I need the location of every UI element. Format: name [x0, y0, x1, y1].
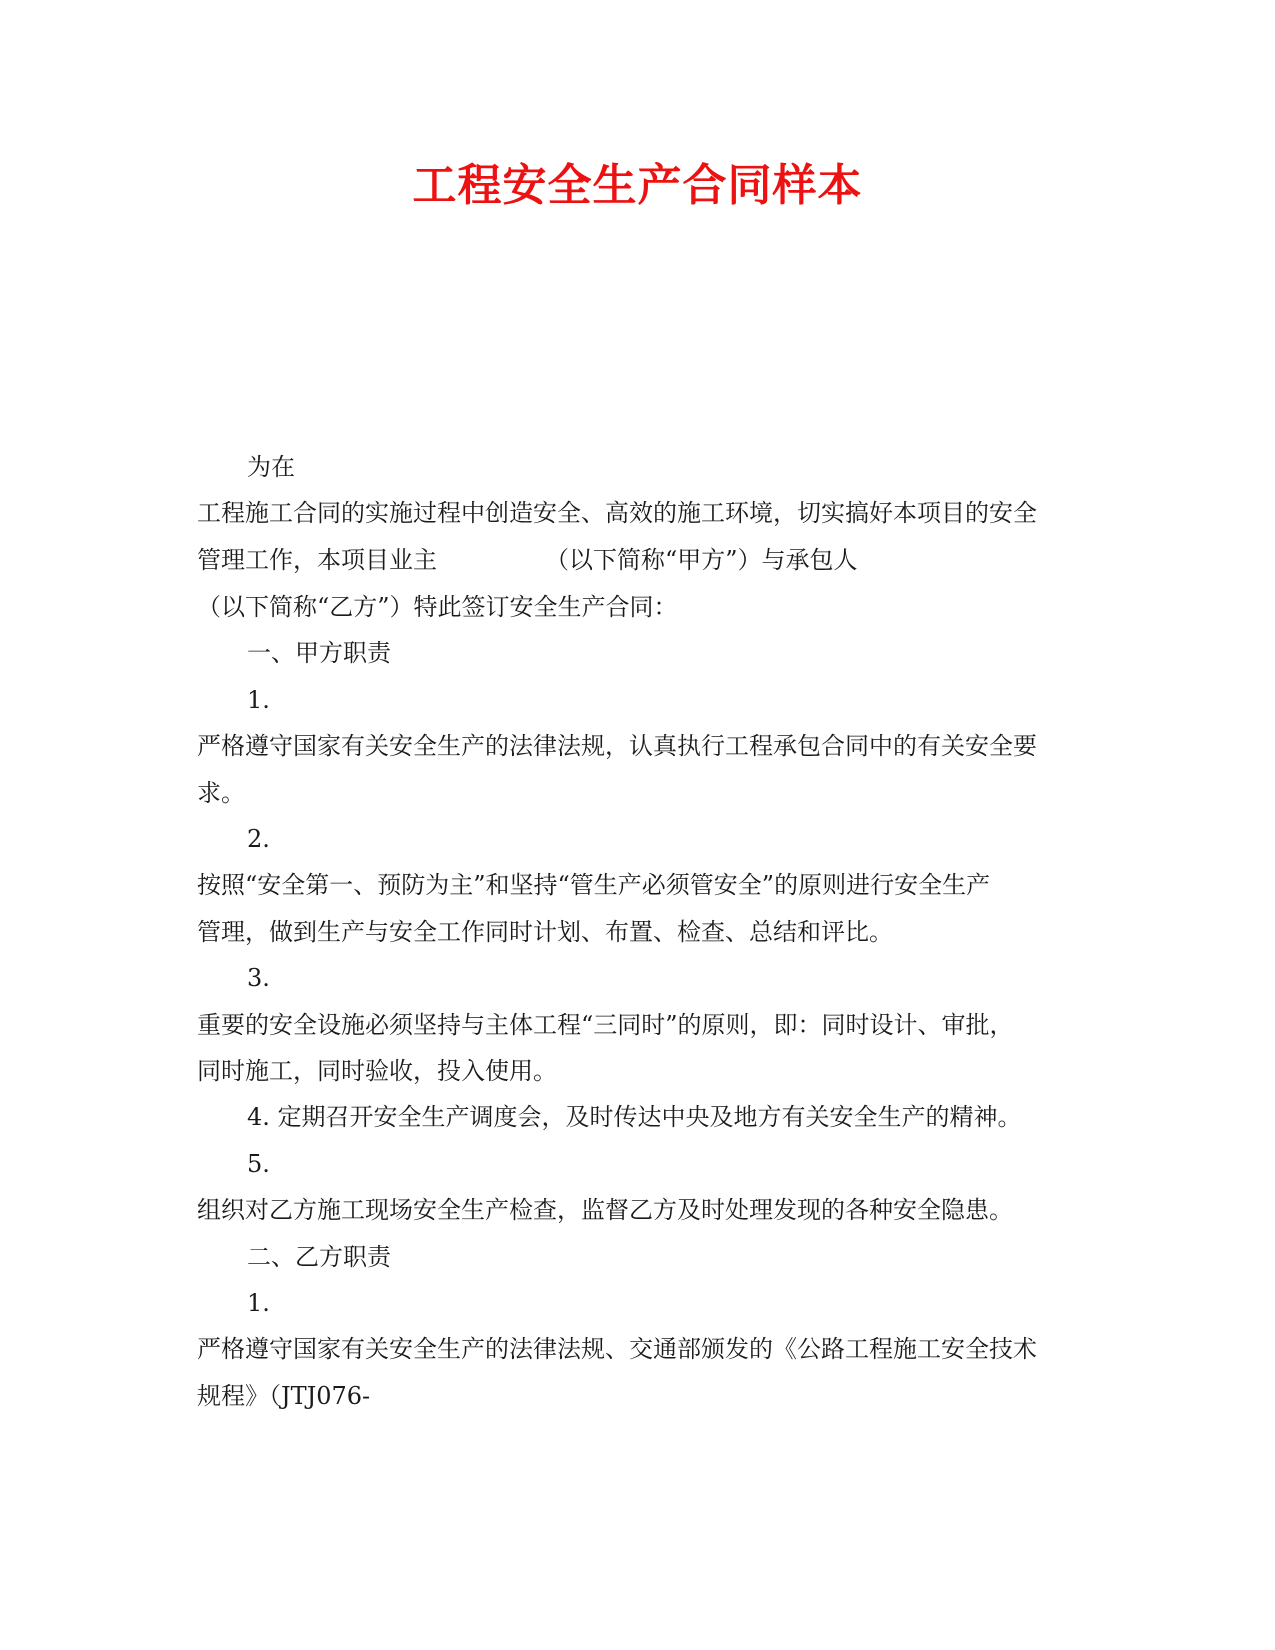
- section-2-heading: 二、乙方职责: [247, 1243, 391, 1271]
- section-1-heading: 一、甲方职责: [247, 639, 391, 667]
- section-1-item-2-line-2: 管理，做到生产与安全工作同时计划、布置、检查、总结和评比。: [197, 918, 893, 946]
- intro-line-2-owner: 管理工作，本项目业主: [197, 546, 437, 574]
- section-1-item-3-number: 3.: [247, 964, 270, 992]
- intro-line-3: （以下简称“乙方”）特此签订安全生产合同：: [197, 593, 678, 621]
- intro-line-1: 工程施工合同的实施过程中创造安全、高效的施工环境，切实搞好本项目的安全: [197, 499, 1037, 527]
- document-title: 工程安全生产合同样本: [412, 160, 863, 211]
- section-1-item-1-line-1: 严格遵守国家有关安全生产的法律法规，认真执行工程承包合同中的有关安全要: [197, 732, 1037, 760]
- section-1-item-3-line-1: 重要的安全设施必须坚持与主体工程“三同时”的原则，即：同时设计、审批，: [197, 1011, 1014, 1039]
- section-1-item-5-number: 5.: [247, 1150, 270, 1178]
- section-1-item-2-line-1: 按照“安全第一、预防为主”和坚持“管生产必须管安全”的原则进行安全生产: [197, 871, 991, 899]
- section-2-item-1-line-2: 规程》（JTJ076-: [197, 1382, 371, 1410]
- intro-line-2-contractor: （以下简称“甲方”）与承包人: [545, 546, 858, 574]
- section-1-item-3-line-2: 同时施工，同时验收，投入使用。: [197, 1057, 557, 1085]
- section-1-item-4: 4. 定期召开安全生产调度会，及时传达中央及地方有关安全生产的精神。: [247, 1103, 1022, 1131]
- section-1-item-1-number: 1.: [247, 686, 270, 714]
- section-1-item-2-number: 2.: [247, 825, 270, 853]
- intro-line-2: [197, 545, 858, 575]
- section-1-item-5-line-1: 组织对乙方施工现场安全生产检查，监督乙方及时处理发现的各种安全隐患。: [197, 1196, 1013, 1224]
- intro-lead: 为在: [247, 453, 295, 481]
- section-2-item-1-line-1: 严格遵守国家有关安全生产的法律法规、交通部颁发的《公路工程施工安全技术: [197, 1335, 1037, 1363]
- section-2-item-1-number: 1.: [247, 1289, 270, 1317]
- section-1-item-1-line-2: 求。: [197, 779, 245, 807]
